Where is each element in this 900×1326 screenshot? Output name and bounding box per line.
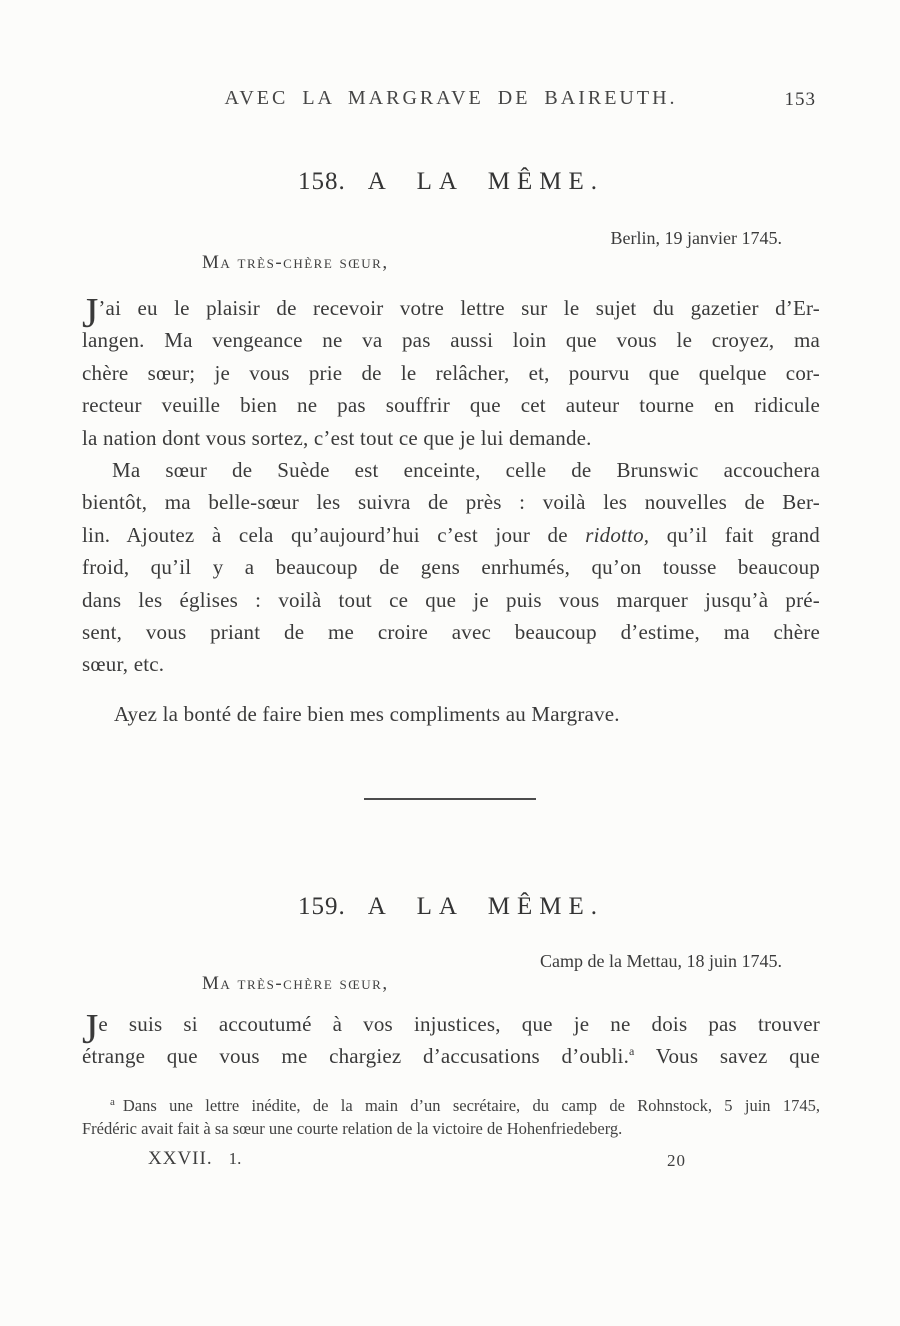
running-header-title: AVEC LA MARGRAVE DE BAIREUTH. — [224, 87, 678, 109]
body-line-text: Vous savez que — [634, 1044, 820, 1069]
body-line — [82, 519, 820, 551]
letter-158-body — [82, 292, 820, 681]
body-line: langen. Ma vengeance ne va pas aussi loin que vous le croyez, ma — [82, 328, 820, 353]
footnote-reference: a — [629, 1044, 635, 1059]
italic-word: ridotto, — [585, 522, 650, 547]
body-line-text: qu’il fait grand — [649, 522, 820, 547]
body-line-text: ’ai eu le plaisir de recevoir votre lettre sur le sujet du gazetier d’Er- — [98, 296, 820, 320]
body-line: sent, vous priant de me croire avec beaucoup d’estime, ma chère — [82, 620, 820, 645]
letter-158-salutation: Ma très-chère sœur, — [202, 252, 389, 273]
letter-158-heading — [82, 168, 820, 196]
footnote — [82, 1094, 820, 1140]
part-signature: 1. — [228, 1149, 242, 1168]
footnote-marker: a — [110, 1095, 115, 1108]
body-line: chère sœur; je vous prie de le relâcher, et, pourvu que quelque cor- — [82, 360, 820, 385]
page-number: 153 — [784, 89, 816, 110]
letter-159-number: 159. — [297, 893, 346, 920]
letter-158-closing: Ayez la bonté de faire bien mes compliments au Margrave. — [114, 702, 620, 726]
letter-159-body — [82, 1008, 820, 1073]
volume-signature: XXVII. — [148, 1148, 213, 1169]
body-line — [82, 291, 820, 337]
footnote-line — [82, 1094, 820, 1117]
body-line: bientôt, ma belle-sœur les suivra de près : voilà les nouvelles de Ber- — [82, 490, 820, 515]
page-footer — [82, 1148, 820, 1174]
letter-158-dateline: Berlin, 19 janvier 1745. — [610, 228, 782, 248]
body-line: froid, qu’il y a beaucoup de gens enrhumés, qu’on tousse beaucoup — [82, 555, 820, 580]
body-line-text: lin. Ajoutez à cela qu’aujourd’hui c’est jour de — [82, 522, 586, 547]
footnote-line: Frédéric avait fait à sa sœur une courte relation de la victoire de Hohenfriedeberg. — [82, 1119, 623, 1138]
body-line — [82, 1007, 820, 1053]
section-divider — [364, 798, 536, 800]
letter-159-title: A LA MÊME. — [367, 893, 605, 920]
letter-159-heading — [82, 893, 820, 921]
letter-158-title: A LA MÊME. — [367, 168, 605, 195]
body-line-text: étrange que vous me chargiez d’accusations d’oubli. — [82, 1044, 630, 1069]
letter-158-number: 158. — [297, 168, 346, 195]
body-line: dans les églises : voilà tout ce que je puis vous marquer jusqu’à pré- — [82, 587, 820, 612]
drop-initial: J — [82, 1007, 99, 1053]
body-line: recteur veuille bien ne pas souffrir que cet auteur tourne en ridicule — [82, 393, 820, 418]
drop-initial: J — [82, 291, 99, 337]
body-line: Ma sœur de Suède est enceinte, celle de Brunswic accouchera — [112, 458, 820, 483]
footnote-text: Dans une lettre inédite, de la main d’un secrétaire, du camp de Rohnstock, 5 juin 1745, — [122, 1096, 820, 1115]
body-line — [82, 1040, 820, 1072]
letter-159-salutation: Ma très-chère sœur, — [202, 973, 389, 994]
body-line: sœur, etc. — [82, 652, 165, 677]
letter-159-dateline: Camp de la Mettau, 18 juin 1745. — [540, 951, 782, 971]
body-line-text: e suis si accoutumé à vos injustices, que je ne dois pas trouver — [98, 1012, 820, 1036]
sheet-number: 20 — [667, 1151, 686, 1170]
body-line: la nation dont vous sortez, c’est tout ce que je lui demande. — [82, 425, 592, 450]
running-header — [82, 87, 820, 115]
